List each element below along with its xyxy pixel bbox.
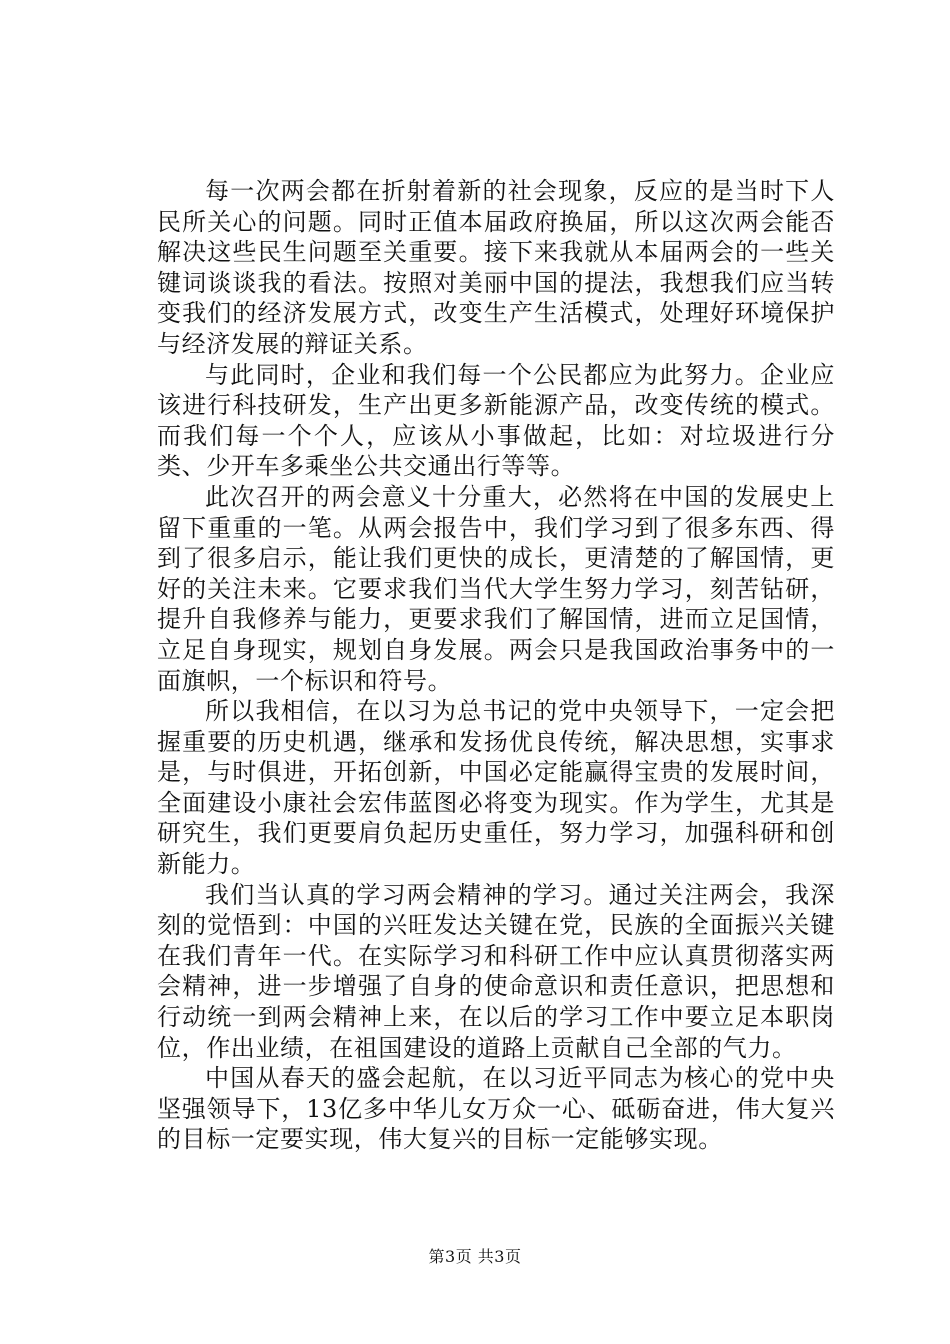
paragraph-2: 与此同时，企业和我们每一个公民都应为此努力。企业应该进行科技研发，生产出更多新能源产品，改变传统的模式。而我们每一个个人，应该从小事做起，比如：对垃圾进行分类、少开车多乘坐公共交通出行等等。 xyxy=(157,360,835,481)
paragraph-1: 每一次两会都在折射着新的社会现象，反应的是当时下人民所关心的问题。同时正值本届政府换届，所以这次两会能否解决这些民生问题至关重要。接下来我就从本届两会的一些关键词谈谈我的看法。按照对美丽中国的提法，我想我们应当转变我们的经济发展方式，改变生产生活模式，处理好环境保护与经济发展的辩证关系。 xyxy=(157,177,835,358)
page-footer: 第3页 共3页 xyxy=(428,1247,522,1266)
paragraph-4: 所以我相信，在以习为总书记的党中央领导下，一定会把握重要的历史机遇，继承和发扬优良传统，解决思想，实事求是，与时俱进，开拓创新，中国必定能赢得宝贵的发展时间，全面建设小康社会宏伟蓝图必将变为现实。作为学生，尤其是研究生，我们更要肩负起历史重任，努力学习，加强科研和创新能力。 xyxy=(157,697,835,879)
paragraph-5: 我们当认真的学习两会精神的学习。通过关注两会，我深刻的觉悟到：中国的兴旺发达关键在党，民族的全面振兴关键在我们青年一代。在实际学习和科研工作中应认真贯彻落实两会精神，进一步增强了自身的使命意识和责任意识，把思想和行动统一到两会精神上来，在以后的学习工作中要立足本职岗位，作出业绩，在祖国建设的道路上贡献自己全部的气力。 xyxy=(157,880,835,1062)
paragraph-6: 中国从春天的盛会起航，在以习近平同志为核心的党中央坚强领导下，13亿多中华儿女万众一心、砥砺奋进，伟大复兴的目标一定要实现，伟大复兴的目标一定能够实现。 xyxy=(157,1064,835,1154)
document-body xyxy=(157,176,835,1155)
paragraph-3: 此次召开的两会意义十分重大，必然将在中国的发展史上留下重重的一笔。从两会报告中，我们学习到了很多东西、得到了很多启示，能让我们更快的成长，更清楚的了解国情，更好的关注未来。它要求我们当代大学生努力学习，刻苦钻研，提升自我修养与能力，更要求我们了解国情，进而立足国情，立足自身现实，规划自身发展。两会只是我国政治事务中的一面旗帜，一个标识和符号。 xyxy=(157,482,835,695)
